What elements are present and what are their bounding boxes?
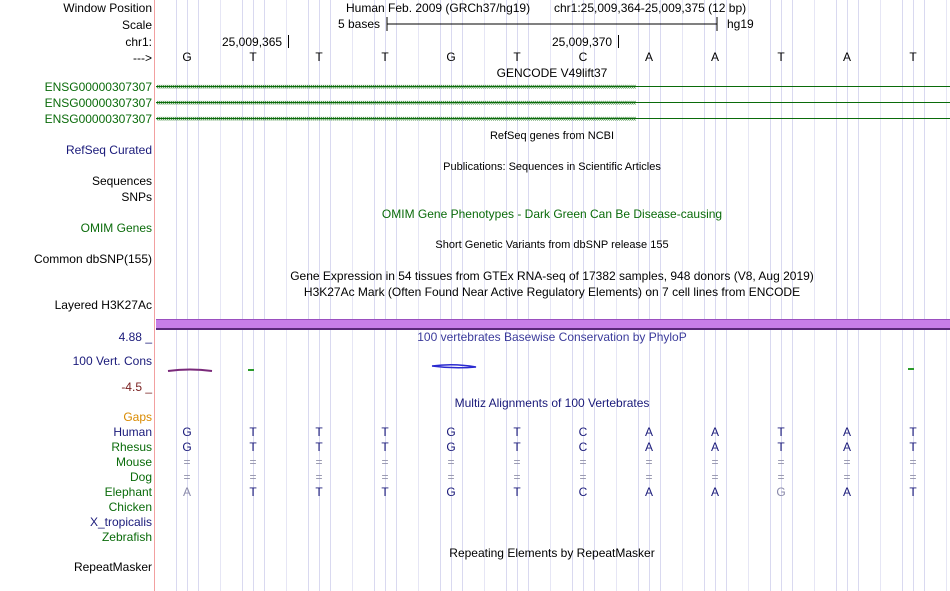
base-9: =: [711, 470, 719, 484]
multiz-track-title[interactable]: Multiz Alignments of 100 Vertebrates: [454, 396, 650, 410]
gene-feature-1[interactable]: ‹‹‹‹‹‹‹‹‹‹‹‹‹‹‹‹‹‹‹‹‹‹‹‹‹‹‹‹‹‹‹‹‹‹‹‹‹‹‹‹‹‹‹‹‹‹‹‹‹‹‹‹‹‹‹‹‹‹‹‹‹‹‹‹‹‹‹‹‹‹‹‹‹‹‹‹‹‹‹‹‹‹‹‹‹‹‹‹‹‹‹‹‹‹‹‹‹‹‹‹‹‹‹‹‹‹‹‹‹‹‹‹‹‹‹‹‹‹‹‹‹‹‹‹‹‹‹‹‹‹‹‹‹‹‹‹‹‹‹‹‹‹‹‹‹‹‹‹‹‹‹‹‹‹‹‹‹‹‹‹‹‹‹‹‹‹‹‹‹‹‹‹‹‹‹‹‹‹‹‹‹‹‹‹‹‹‹‹‹‹‹‹‹‹‹‹‹‹‹‹‹‹‹‹‹‹‹‹‹‹‹‹‹‹‹‹‹‹‹‹‹‹‹‹‹‹‹‹‹‹‹‹‹‹‹‹‹‹‹‹: [156, 81, 950, 93]
label-strand[interactable]: --->: [133, 51, 152, 65]
base-8: A: [644, 485, 653, 499]
base-4: =: [381, 470, 389, 484]
base-9: A: [710, 485, 719, 499]
label-scale: Scale: [121, 18, 152, 32]
base-2: T: [249, 440, 257, 454]
base-10: G: [776, 485, 786, 499]
base-6: T: [513, 425, 521, 439]
gene-feature-3[interactable]: ‹‹‹‹‹‹‹‹‹‹‹‹‹‹‹‹‹‹‹‹‹‹‹‹‹‹‹‹‹‹‹‹‹‹‹‹‹‹‹‹‹‹‹‹‹‹‹‹‹‹‹‹‹‹‹‹‹‹‹‹‹‹‹‹‹‹‹‹‹‹‹‹‹‹‹‹‹‹‹‹‹‹‹‹‹‹‹‹‹‹‹‹‹‹‹‹‹‹‹‹‹‹‹‹‹‹‹‹‹‹‹‹‹‹‹‹‹‹‹‹‹‹‹‹‹‹‹‹‹‹‹‹‹‹‹‹‹‹‹‹‹‹‹‹‹‹‹‹‹‹‹‹‹‹‹‹‹‹‹‹‹‹‹‹‹‹‹‹‹‹‹‹‹‹‹‹‹‹‹‹‹‹‹‹‹‹‹‹‹‹‹‹‹‹‹‹‹‹‹‹‹‹‹‹‹‹‹‹‹‹‹‹‹‹‹‹‹‹‹‹‹‹‹‹‹‹‹‹‹‹‹‹‹‹‹‹‹‹‹‹: [156, 113, 950, 125]
repeatmasker-track-title[interactable]: Repeating Elements by RepeatMasker: [449, 546, 655, 560]
base-4: T: [381, 425, 389, 439]
label-omim-genes[interactable]: OMIM Genes: [80, 221, 152, 235]
base-1: G: [182, 50, 192, 64]
base-1: A: [182, 485, 191, 499]
base-2: =: [249, 455, 257, 469]
base-5: G: [446, 50, 456, 64]
base-12: T: [909, 50, 917, 64]
scale-bar-label: 5 bases: [338, 17, 381, 31]
coordinate-label-1: 25,009,365: [222, 35, 283, 49]
label-repeatmasker[interactable]: RepeatMasker: [73, 560, 152, 574]
base-10: =: [777, 455, 785, 469]
base-7: =: [579, 470, 587, 484]
base-9: A: [710, 425, 719, 439]
base-12: T: [909, 425, 917, 439]
phylop-track-title[interactable]: 100 vertebrates Basewise Conservation by PhyloP: [417, 330, 687, 344]
base-8: =: [645, 455, 653, 469]
scale-db-label: hg19: [727, 17, 754, 31]
base-11: A: [842, 485, 851, 499]
base-1: G: [182, 440, 192, 454]
base-4: T: [381, 440, 389, 454]
base-4: =: [381, 455, 389, 469]
label-phylop-max: 4.88 _: [118, 330, 152, 344]
base-9: =: [711, 455, 719, 469]
base-3: T: [315, 425, 323, 439]
base-12: =: [909, 470, 917, 484]
base-9: A: [710, 50, 719, 64]
base-12: T: [909, 440, 917, 454]
base-4: T: [381, 485, 389, 499]
label-column-separator: [154, 0, 155, 591]
base-5: G: [446, 425, 456, 439]
assembly-text: Human Feb. 2009 (GRCh37/hg19): [346, 1, 531, 15]
coordinate-tick-1: [288, 35, 289, 48]
label-species-rhesus[interactable]: Rhesus: [111, 440, 152, 454]
label-species-human[interactable]: Human: [113, 425, 152, 439]
gtex-track-title[interactable]: Gene Expression in 54 tissues from GTEx RNA-seq of 17382 samples, 948 donors (V8, Aug 2019): [290, 269, 814, 283]
base-11: =: [843, 455, 851, 469]
label-snps[interactable]: SNPs: [121, 190, 152, 204]
scale-bar: [386, 16, 720, 32]
base-8: =: [645, 470, 653, 484]
base-1: =: [183, 455, 191, 469]
h3k27ac-signal-bar[interactable]: [156, 319, 950, 330]
base-1: G: [182, 425, 192, 439]
base-3: T: [315, 50, 323, 64]
label-species-elephant[interactable]: Elephant: [104, 485, 152, 499]
base-11: A: [842, 425, 851, 439]
label-100-vert-cons[interactable]: 100 Vert. Cons: [72, 354, 152, 368]
base-4: T: [381, 50, 389, 64]
base-8: A: [644, 50, 653, 64]
base-7: C: [578, 50, 588, 64]
base-5: =: [447, 455, 455, 469]
label-window-position: Window Position: [63, 1, 152, 15]
label-gene-2[interactable]: ENSG00000307307: [44, 96, 152, 110]
base-10: T: [777, 440, 785, 454]
base-2: T: [249, 485, 257, 499]
base-10: T: [777, 425, 785, 439]
label-species-zebrafish[interactable]: Zebrafish: [101, 530, 152, 544]
base-11: A: [842, 50, 851, 64]
label-common-dbsnp[interactable]: Common dbSNP(155): [33, 252, 152, 266]
base-12: =: [909, 455, 917, 469]
phylop-signal[interactable]: [156, 360, 950, 376]
base-1: =: [183, 470, 191, 484]
base-2: =: [249, 470, 257, 484]
label-sequences[interactable]: Sequences: [91, 174, 152, 188]
coordinate-tick-2: [618, 35, 619, 48]
base-10: =: [777, 470, 785, 484]
base-11: =: [843, 470, 851, 484]
base-3: T: [315, 485, 323, 499]
base-6: T: [513, 485, 521, 499]
h3k27ac-track-title[interactable]: H3K27Ac Mark (Often Found Near Active Regulatory Elements) on 7 cell lines from ENCODE: [303, 285, 801, 299]
base-6: =: [513, 455, 521, 469]
base-6: T: [513, 440, 521, 454]
base-7: =: [579, 455, 587, 469]
publications-track-title[interactable]: Publications: Sequences in Scientific Articles: [443, 161, 661, 173]
label-species-mouse[interactable]: Mouse: [115, 455, 152, 469]
base-6: T: [513, 50, 521, 64]
label-chrom: chr1:: [125, 35, 152, 49]
base-7: C: [578, 440, 588, 454]
base-8: A: [644, 440, 653, 454]
label-species-dog[interactable]: Dog: [129, 470, 152, 484]
base-10: T: [777, 50, 785, 64]
label-species-chicken[interactable]: Chicken: [108, 500, 152, 514]
label-gene-1[interactable]: ENSG00000307307: [44, 80, 152, 94]
label-gene-3[interactable]: ENSG00000307307: [44, 112, 152, 126]
dbsnp-track-title[interactable]: Short Genetic Variants from dbSNP release 155: [435, 239, 669, 251]
refseq-track-title[interactable]: RefSeq genes from NCBI: [489, 130, 615, 142]
label-layered-h3k27ac[interactable]: Layered H3K27Ac: [54, 298, 152, 312]
position-text: chr1:25,009,364-25,009,375 (12 bp): [554, 1, 747, 15]
base-7: C: [578, 485, 588, 499]
base-2: T: [249, 50, 257, 64]
base-3: T: [315, 440, 323, 454]
base-12: T: [909, 485, 917, 499]
label-refseq-curated[interactable]: RefSeq Curated: [65, 143, 152, 157]
label-gaps[interactable]: Gaps: [123, 410, 152, 424]
coordinate-label-2: 25,009,370: [552, 35, 613, 49]
base-5: =: [447, 470, 455, 484]
base-9: A: [710, 440, 719, 454]
base-2: T: [249, 425, 257, 439]
base-3: =: [315, 470, 323, 484]
base-8: A: [644, 425, 653, 439]
base-5: G: [446, 440, 456, 454]
label-species-xtropicalis[interactable]: X_tropicalis: [89, 515, 152, 529]
base-5: G: [446, 485, 456, 499]
label-phylop-min: -4.5 _: [121, 380, 152, 394]
base-11: A: [842, 440, 851, 454]
base-3: =: [315, 455, 323, 469]
base-7: C: [578, 425, 588, 439]
gene-feature-2[interactable]: ‹‹‹‹‹‹‹‹‹‹‹‹‹‹‹‹‹‹‹‹‹‹‹‹‹‹‹‹‹‹‹‹‹‹‹‹‹‹‹‹‹‹‹‹‹‹‹‹‹‹‹‹‹‹‹‹‹‹‹‹‹‹‹‹‹‹‹‹‹‹‹‹‹‹‹‹‹‹‹‹‹‹‹‹‹‹‹‹‹‹‹‹‹‹‹‹‹‹‹‹‹‹‹‹‹‹‹‹‹‹‹‹‹‹‹‹‹‹‹‹‹‹‹‹‹‹‹‹‹‹‹‹‹‹‹‹‹‹‹‹‹‹‹‹‹‹‹‹‹‹‹‹‹‹‹‹‹‹‹‹‹‹‹‹‹‹‹‹‹‹‹‹‹‹‹‹‹‹‹‹‹‹‹‹‹‹‹‹‹‹‹‹‹‹‹‹‹‹‹‹‹‹‹‹‹‹‹‹‹‹‹‹‹‹‹‹‹‹‹‹‹‹‹‹‹‹‹‹‹‹‹‹‹‹‹‹‹‹‹‹: [156, 97, 950, 109]
gencode-track-title[interactable]: GENCODE V49lift37: [496, 66, 608, 80]
base-6: =: [513, 470, 521, 484]
omim-track-title[interactable]: OMIM Gene Phenotypes - Dark Green Can Be Disease-causing: [381, 207, 723, 221]
